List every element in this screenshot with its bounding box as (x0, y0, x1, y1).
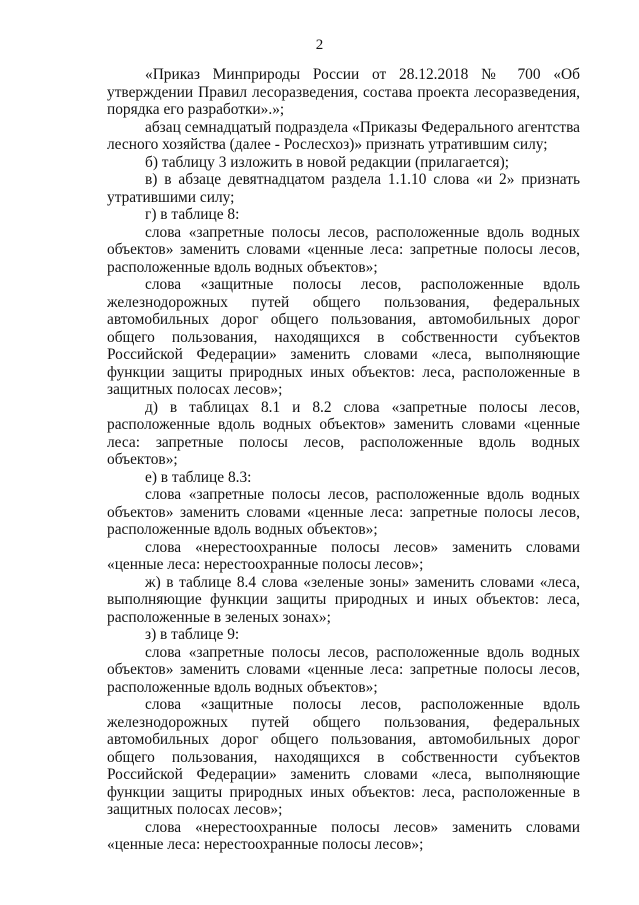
paragraph-item-z-2: слова «защитные полосы лесов, расположенные вдоль железнодорожных путей общего пользования, федеральных автомобильных дорог общего пользования, автомобильных дорог общего пользования, находящихся в собственности субъектов Российской Федерации» заменить словами «леса, выполняющие функции защиты природных иных объектов: леса, расположенные в защитных полосах лесов»; (107, 696, 580, 818)
paragraph-item-z-3: слова «нерестоохранные полосы лесов» заменить словами «ценные леса: нерестоохранные полосы лесов»; (107, 818, 580, 853)
paragraph-item-z-1: слова «запретные полосы лесов, расположенные вдоль водных объектов» заменить словами «ценные леса: запретные полосы лесов, расположенные вдоль водных объектов»; (107, 643, 580, 696)
document-body (107, 66, 580, 854)
paragraph-order-reference: «Приказ Минприроды России от 28.12.2018 № 700 «Об утверждении Правил лесоразведения, состава проекта лесоразведения, порядка его разработки».»; (107, 66, 580, 118)
paragraph-item-g-1: слова «запретные полосы лесов, расположенные вдоль водных объектов» заменить словами «ценные леса: запретные полосы лесов, расположенные вдоль водных объектов»; (107, 223, 580, 276)
paragraph-item-d: д) в таблицах 8.1 и 8.2 слова «запретные полосы лесов, расположенные вдоль водных объектов» заменить словами «ценные леса: запретные полосы лесов, расположенные вдоль водных объектов»; (107, 398, 580, 468)
paragraph-item-e-1: слова «запретные полосы лесов, расположенные вдоль водных объектов» заменить словами «ценные леса: запретные полосы лесов, расположенные вдоль водных объектов»; (107, 486, 580, 538)
paragraph-rosleskhoz-repeal: абзац семнадцатый подраздела «Приказы Федерального агентства лесного хозяйства (далее - Рослесхоз)» признать утратившим силу; (107, 118, 580, 153)
page-number: 2 (315, 37, 324, 53)
paragraph-item-g-2: слова «защитные полосы лесов, расположенные вдоль железнодорожных путей общего пользования, федеральных автомобильных дорог общего пользования, автомобильных дорог общего пользования, находящихся в собственности субъектов Российской Федерации» заменить словами «леса, выполняющие функции защиты природных иных объектов: леса, расположенные в защитных полосах лесов»; (107, 276, 580, 398)
paragraph-item-e-2: слова «нерестоохранные полосы лесов» заменить словами «ценные леса: нерестоохранные полосы лесов»; (107, 538, 580, 573)
paragraph-item-b: б) таблицу 3 изложить в новой редакции (прилагается); (145, 153, 510, 171)
paragraph-item-v: в) в абзаце девятнадцатом раздела 1.1.10 слова «и 2» признать утратившими силу; (107, 171, 580, 206)
paragraph-item-z: з) в таблице 9: (145, 626, 240, 643)
paragraph-item-g: г) в таблице 8: (145, 206, 240, 223)
paragraph-item-e: е) в таблице 8.3: (145, 468, 252, 486)
paragraph-item-zh: ж) в таблице 8.4 слова «зеленые зоны» заменить словами «леса, выполняющие функции защиты природных и иных объектов: леса, расположенные в зеленых зонах»; (107, 573, 580, 626)
